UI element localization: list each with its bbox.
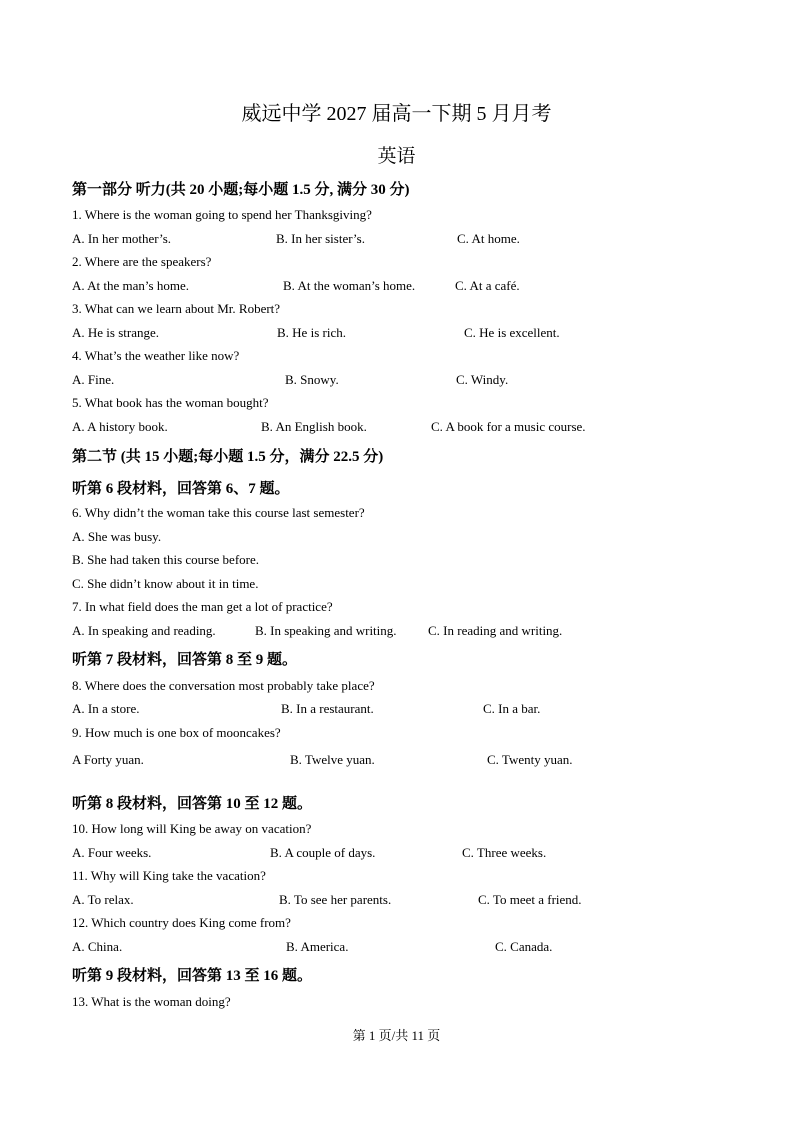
q12-option-c: C. Canada. — [495, 939, 553, 954]
q11-option-b: B. To see her parents. — [279, 892, 392, 907]
q10-option-a: A. Four weeks. — [72, 845, 152, 860]
question-7: 7. In what field does the man get a lot of practice? — [72, 599, 333, 614]
q4-option-c: C. Windy. — [456, 372, 509, 387]
q3-option-b: B. He is rich. — [277, 325, 346, 340]
question-1: 1. Where is the woman going to spend her Thanksgiving? — [72, 207, 372, 222]
question-9: 9. How much is one box of mooncakes? — [72, 725, 281, 740]
question-4: 4. What’s the weather like now? — [72, 348, 240, 363]
question-10: 10. How long will King be away on vacation? — [72, 821, 312, 836]
question-3: 3. What can we learn about Mr. Robert? — [72, 301, 281, 316]
question-12: 12. Which country does King come from? — [72, 915, 291, 930]
q9-option-a: A Forty yuan. — [72, 752, 144, 767]
q8-option-a: A. In a store. — [72, 701, 140, 716]
q2-option-a: A. At the man’s home. — [72, 278, 189, 293]
question-6: 6. Why didn’t the woman take this course last semester? — [72, 505, 365, 520]
q1-option-a: A. In her mother’s. — [72, 231, 172, 246]
q12-option-b: B. America. — [286, 939, 349, 954]
page-title: 威远中学 2027 届高一下期 5 月月考 — [241, 103, 552, 125]
part1-heading: 第一部分 听力(共 20 小题;每小题 1.5 分, 满分 30 分) — [72, 182, 410, 198]
question-5: 5. What book has the woman bought? — [72, 395, 269, 410]
q9-option-b: B. Twelve yuan. — [290, 752, 375, 767]
question-2: 2. Where are the speakers? — [72, 254, 212, 269]
q6-option-c: C. She didn’t know about it in time. — [72, 576, 259, 591]
q4-option-b: B. Snowy. — [285, 372, 339, 387]
q6-option-a: A. She was busy. — [72, 529, 162, 544]
page-footer: 第 1 页/共 11 页 — [352, 1028, 441, 1043]
material-heading-9: 听第 9 段材料，回答第 13 至 16 题。 — [72, 968, 313, 984]
q5-option-a: A. A history book. — [72, 419, 168, 434]
question-11: 11. Why will King take the vacation? — [72, 868, 266, 883]
q3-option-c: C. He is excellent. — [464, 325, 560, 340]
section2-heading: 第二节 (共 15 小题;每小题 1.5 分，满分 22.5 分) — [72, 449, 384, 465]
question-8: 8. Where does the conversation most probably take place? — [72, 678, 375, 693]
q7-option-a: A. In speaking and reading. — [72, 623, 216, 638]
q2-option-b: B. At the woman’s home. — [283, 278, 416, 293]
material-heading-7: 听第 7 段材料，回答第 8 至 9 题。 — [72, 652, 298, 668]
q3-option-a: A. He is strange. — [72, 325, 160, 340]
subject-title: 英语 — [377, 146, 416, 167]
q12-option-a: A. China. — [72, 939, 123, 954]
q8-option-c: C. In a bar. — [483, 701, 541, 716]
q7-option-b: B. In speaking and writing. — [255, 623, 397, 638]
q6-option-b: B. She had taken this course before. — [72, 552, 260, 567]
q9-option-c: C. Twenty yuan. — [487, 752, 573, 767]
q8-option-b: B. In a restaurant. — [281, 701, 374, 716]
q4-option-a: A. Fine. — [72, 372, 115, 387]
q10-option-c: C. Three weeks. — [462, 845, 547, 860]
material-heading-8: 听第 8 段材料，回答第 10 至 12 题。 — [72, 796, 313, 812]
q1-option-b: B. In her sister’s. — [276, 231, 365, 246]
q1-option-c: C. At home. — [457, 231, 520, 246]
q5-option-c: C. A book for a music course. — [431, 419, 586, 434]
question-13: 13. What is the woman doing? — [72, 994, 231, 1009]
q11-option-a: A. To relax. — [72, 892, 134, 907]
q11-option-c: C. To meet a friend. — [478, 892, 582, 907]
material-heading-6: 听第 6 段材料，回答第 6、7 题。 — [72, 481, 290, 497]
q2-option-c: C. At a café. — [455, 278, 520, 293]
q5-option-b: B. An English book. — [261, 419, 367, 434]
q7-option-c: C. In reading and writing. — [428, 623, 563, 638]
q10-option-b: B. A couple of days. — [270, 845, 376, 860]
